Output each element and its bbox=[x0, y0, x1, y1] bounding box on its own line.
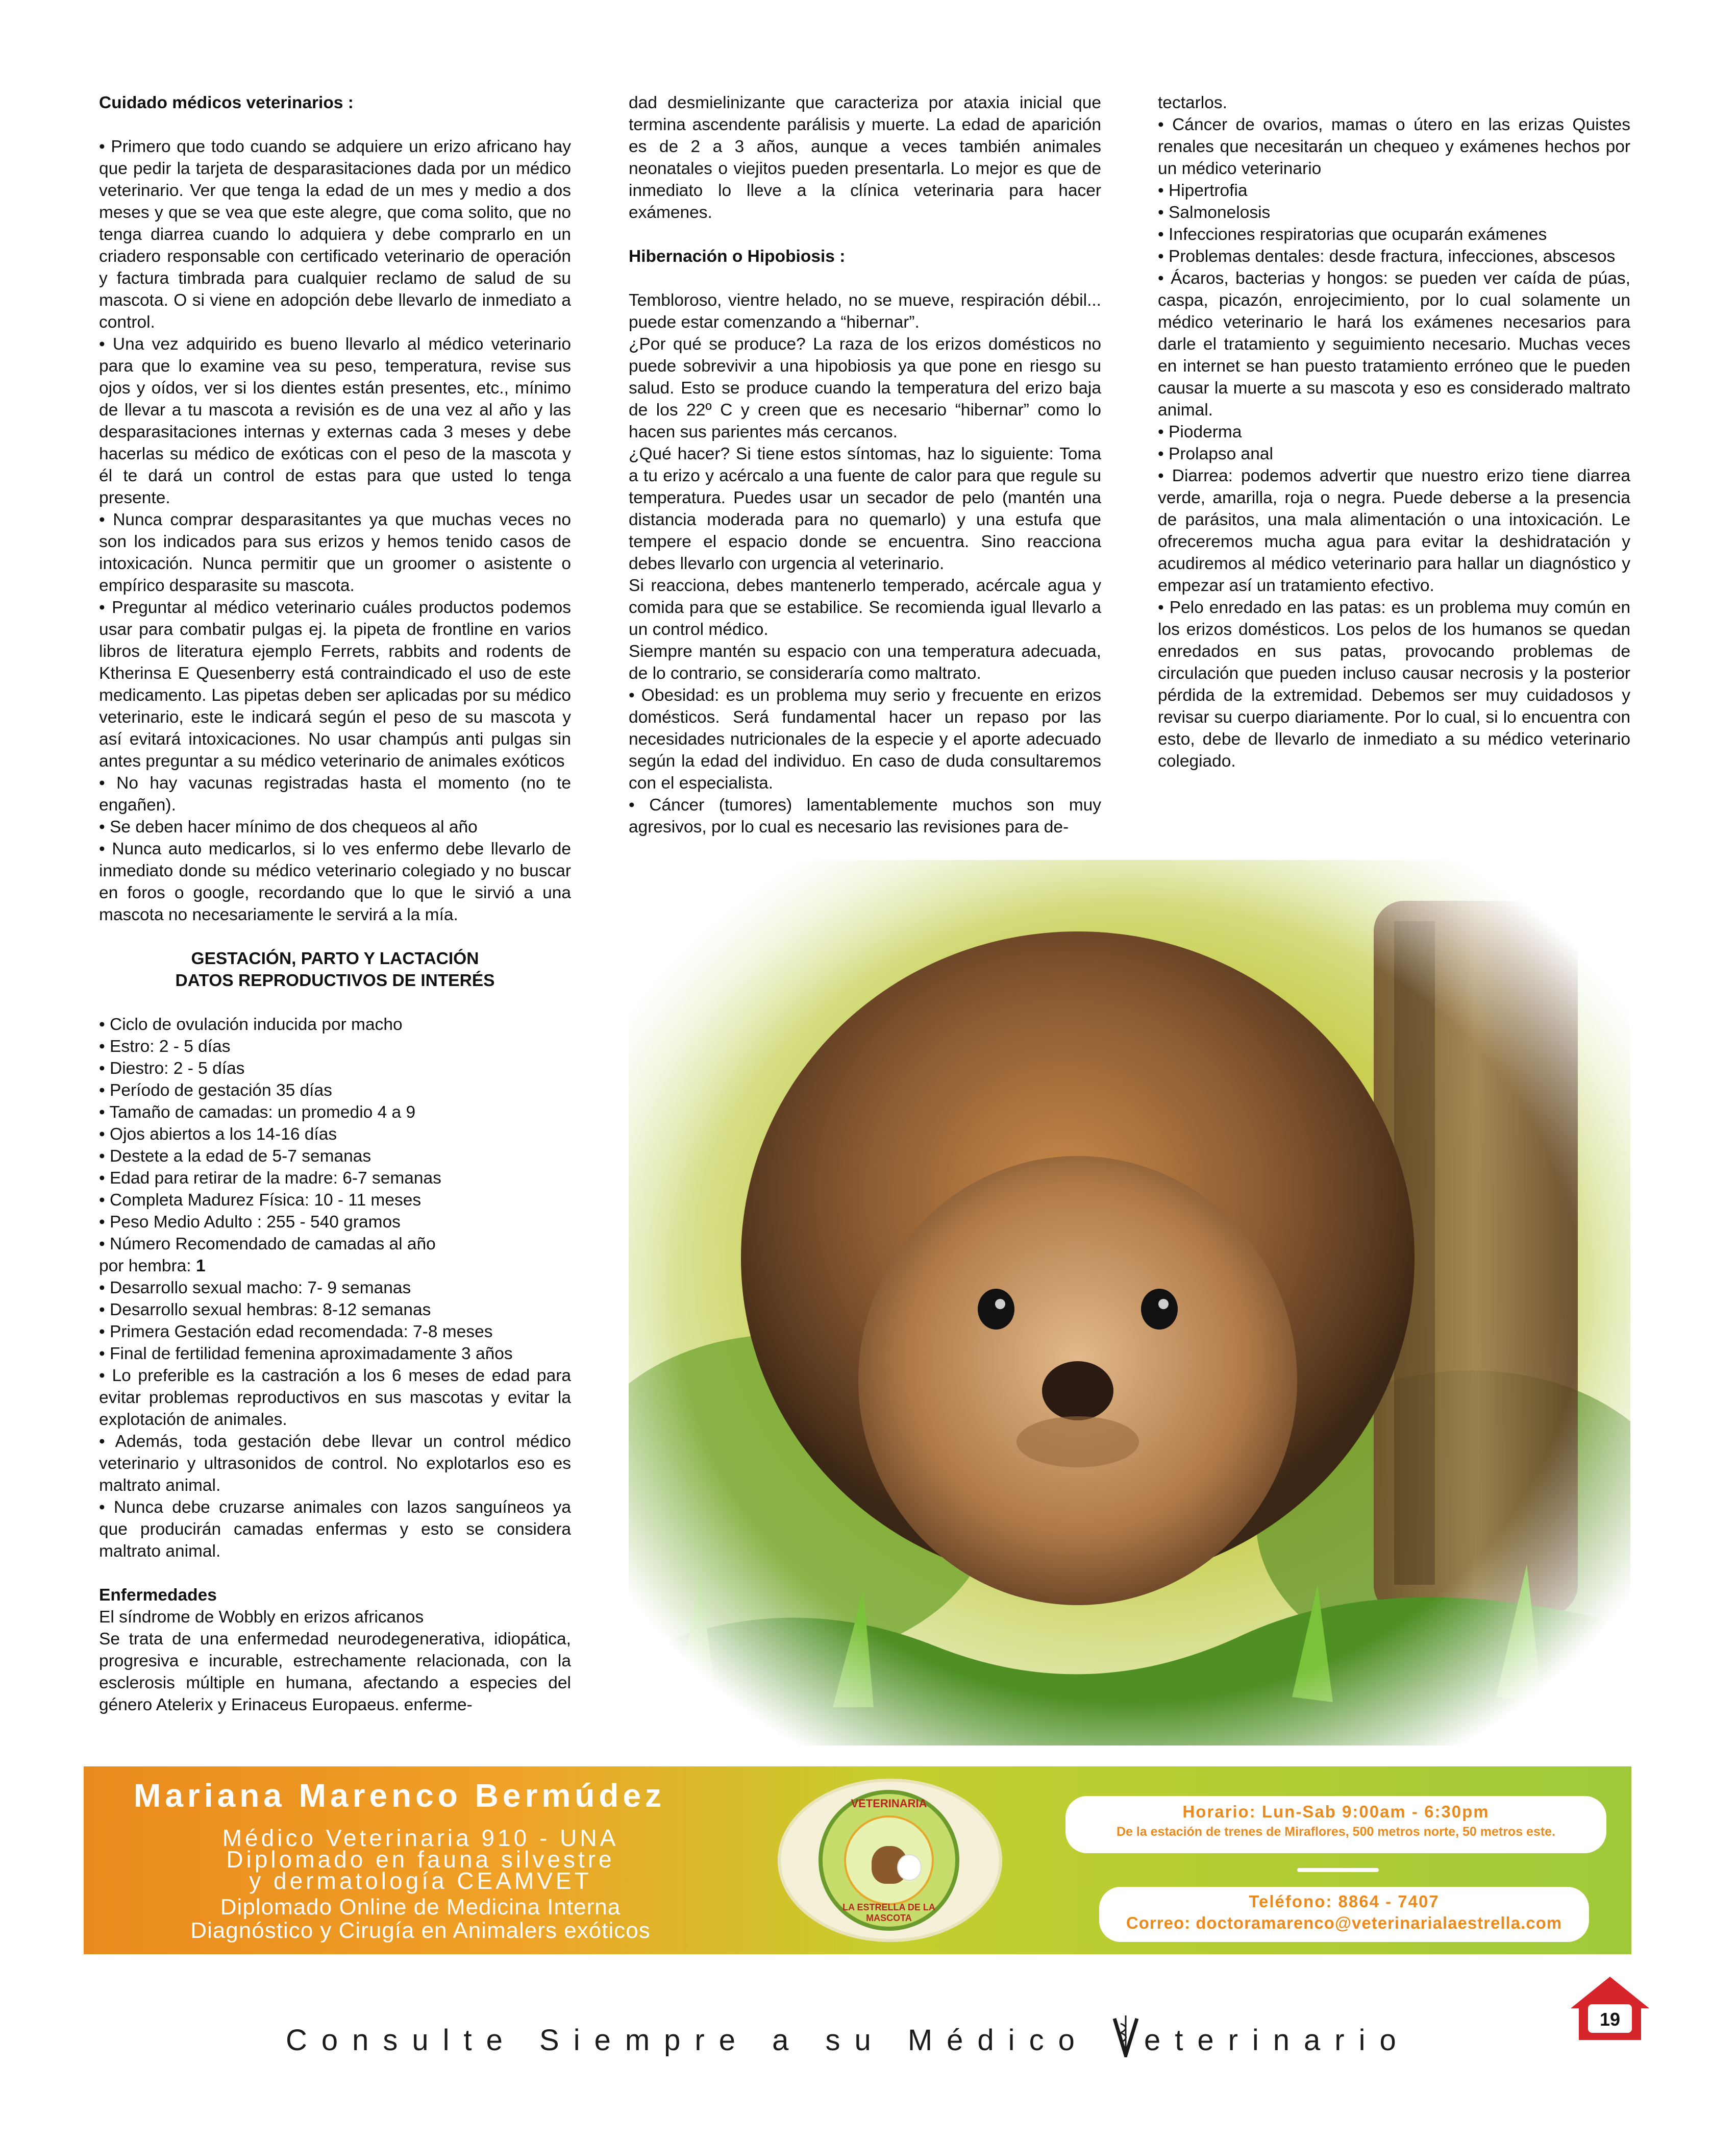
diseases-subheading: El síndrome de Wobbly en erizos africanos bbox=[99, 1608, 424, 1627]
vet-name: Mariana Marenco Bermúdez bbox=[134, 1777, 666, 1814]
list-item: • Pioderma bbox=[1158, 423, 1242, 441]
paragraph: • Cáncer de ovarios, mamas o útero en las erizas Quistes renales que necesitarán un chequeo y exámenes hechos por un médico veterinario bbox=[1158, 115, 1630, 178]
list-item: • Primera Gestación edad recomendada: 7-8 meses bbox=[99, 1322, 493, 1341]
footer-slogan-end: eterinario bbox=[1144, 2024, 1410, 2057]
paragraph: • Se deben hacer mínimo de dos chequeos al año bbox=[99, 818, 478, 837]
paragraph: • Nunca auto medicarlos, si lo ves enfermo debe llevarlo de inmediato donde su médico veterinario colegiado y no buscar en foros o google, recordando que lo que le sirvió a una mascota no necesariamente le servirá a la mía. bbox=[99, 840, 571, 924]
logo-bottom-text: LA ESTRELLA DE LA MASCOTA bbox=[842, 1902, 935, 1923]
list-item: • Ciclo de ovulación inducida por macho bbox=[99, 1015, 403, 1034]
paragraph: • Nunca comprar desparasitantes ya que muchas veces no son los indicados para sus erizos y hemos tenido casos de intoxicación. Nunca permitir que un groomer o asistente o empírico desparasite su mascota. bbox=[99, 510, 571, 595]
paragraph: • Preguntar al médico veterinario cuáles productos podemos usar para combatir pulgas ej. la pipeta de frontline en varios libros de literatura ejemplo Ferrets, rabbits and rodents de Ktherinsa E Quesenberry está contraindicado el uso de este medicamento. Las pipetas deben ser aplicadas por su médico veterinario, este le indicará según el peso de su mascota y así evitará intoxicaciones. No usar champús anti pulgas sin antes preguntar a su médico veterinario de animales exóticos bbox=[99, 598, 571, 771]
email-text: Correo: doctoramarenco@veterinarialaestrella.com bbox=[1126, 1913, 1563, 1932]
article-column-1 bbox=[99, 92, 571, 1716]
article-column-2 bbox=[629, 92, 1101, 838]
paragraph: • Una vez adquirido es bueno llevarlo al médico veterinario para que lo examine vea su peso, temperatura, revise sus ojos y oídos, ver si los dientes están presentes, etc., mínimo de llevar a tu mascota a revisión es de una vez al año y las desparasitaciones internas y externas cada 3 meses y debe hacerlas su médico de exóticas con el peso de la mascota y él te dará un control de estas para que usted lo tenga presente. bbox=[99, 335, 571, 507]
list-item: • Peso Medio Adulto : 255 - 540 gramos bbox=[99, 1213, 401, 1232]
contact-box bbox=[1099, 1887, 1589, 1942]
list-item: • Prolapso anal bbox=[1158, 445, 1273, 463]
paragraph: Siempre mantén su espacio con una temperatura adecuada, de lo contrario, se consideraría como maltrato. bbox=[629, 642, 1101, 683]
logo-inner-circle bbox=[844, 1815, 934, 1905]
paragraph: • Primero que todo cuando se adquiere un erizo africano hay que pedir la tarjeta de desparasitaciones dada por un médico veterinario. Ver que tenga la edad de un mes y medio a dos meses y que se vea que este alegre, que coma solito, que no tenga diarrea cuando lo adquiera y debe comprarlo en un criadero responsable con certificado veterinario de operación y factura timbrada para cualquier reclamo de salud de su mascota. O si viene en adopción debe llevarlo de inmediato a control. bbox=[99, 137, 571, 332]
list-item: • Problemas dentales: desde fractura, infecciones, abscesos bbox=[1158, 247, 1616, 266]
list-item: • Diestro: 2 - 5 días bbox=[99, 1059, 245, 1078]
paragraph: • Diarrea: podemos advertir que nuestro erizo tiene diarrea verde, amarilla, roja o negra. Puede deberse a la presencia de parásitos, una mala alimentación o una intoxicación. Le ofreceremos mucha agua para evitar la deshidratación y acudiremos al médico veterinario para hallar un diagnóstico y empezar así un tratamiento efectivo. bbox=[1158, 466, 1630, 595]
credential-line: y dermatología CEAMVET bbox=[249, 1867, 592, 1894]
list-item: • Tamaño de camadas: un promedio 4 a 9 bbox=[99, 1103, 416, 1122]
list-item: • Infecciones respiratorias que ocuparán exámenes bbox=[1158, 225, 1547, 244]
caduceus-v-icon bbox=[1111, 2013, 1140, 2057]
schedule-text: Horario: Lun-Sab 9:00am - 6:30pm bbox=[1182, 1802, 1490, 1821]
cat-icon bbox=[897, 1854, 922, 1881]
clinic-logo bbox=[778, 1779, 1002, 1942]
credential-line: Diplomado en fauna silvestre bbox=[226, 1846, 615, 1873]
paragraph: Se trata de una enfermedad neurodegenerativa, idiopática, progresiva e incurable, estrechamente relacionada, con la esclerosis múltiple en humana, afectando a especies del género Atelerix y Erinaceus Europaeus. enferme- bbox=[99, 1630, 571, 1714]
page-number-badge bbox=[1566, 1973, 1654, 2044]
page-footer bbox=[286, 2013, 1410, 2057]
list-item: • Lo preferible es la castración a los 6 meses de edad para evitar problemas reproductivos en sus mascotas y evitar la explotación de animales. bbox=[99, 1366, 571, 1429]
vet-advertisement-banner bbox=[84, 1766, 1631, 1954]
list-item: • Edad para retirar de la madre: 6-7 semanas bbox=[99, 1169, 441, 1188]
article-column-3 bbox=[1158, 92, 1630, 772]
divider bbox=[1297, 1868, 1379, 1872]
paragraph: Tembloroso, vientre helado, no se mueve, respiración débil... puede estar comenzando a “hibernar”. bbox=[629, 291, 1101, 332]
logo-top-text: VETERINARIA bbox=[851, 1797, 927, 1810]
phone-text: Teléfono: 8864 - 7407 bbox=[1249, 1892, 1440, 1911]
hibernation-heading: Hibernación o Hipobiosis : bbox=[629, 247, 846, 266]
list-item: • Estro: 2 - 5 días bbox=[99, 1037, 231, 1056]
hedgehog-photo bbox=[629, 860, 1630, 1745]
list-item: • Nunca debe cruzarse animales con lazos sanguíneos ya que producirán camadas enfermas y esto se considera maltrato animal. bbox=[99, 1498, 571, 1561]
logo-ring bbox=[819, 1790, 959, 1931]
credential-line: Diplomado Online de Medicina Interna bbox=[220, 1895, 621, 1920]
paragraph: dad desmielinizante que caracteriza por ataxia inicial que termina ascendente parálisis y muerte. La edad de aparición es de 2 a 3 años, aunque a veces también animales neonatales o viejitos pueden presentarla. Lo mejor es que de inmediato lo lleve a la clínica veterinaria para hacer exámenes. bbox=[629, 93, 1101, 222]
credential-line: Médico Veterinaria 910 - UNA bbox=[222, 1825, 619, 1851]
list-item-label: por hembra: bbox=[99, 1257, 196, 1275]
credential-line: Diagnóstico y Cirugía en Animalers exóticos bbox=[190, 1918, 651, 1943]
list-item: • Número Recomendado de camadas al año bbox=[99, 1235, 436, 1253]
paragraph: • No hay vacunas registradas hasta el momento (no te engañen). bbox=[99, 774, 571, 815]
paragraph: tectarlos. bbox=[1158, 93, 1227, 112]
schedule-box bbox=[1065, 1796, 1606, 1853]
list-item: • Desarrollo sexual hembras: 8-12 semanas bbox=[99, 1300, 431, 1319]
address-text: De la estación de trenes de Miraflores, 500 metros norte, 50 metros este. bbox=[1116, 1825, 1556, 1839]
paragraph: • Ácaros, bacterias y hongos: se pueden ver caída de púas, caspa, picazón, enrojecimiento, por lo cual solamente un médico veterinario le hará los exámenes necesarios para darle el tratamiento y seguimiento necesario. Muchas veces en internet se han puesto tratamiento erróneo que le pueden causar la muerte a su mascota y eso es considerado maltrato animal. bbox=[1158, 269, 1630, 420]
footer-slogan: Consulte Siempre a su Médico bbox=[286, 2024, 1089, 2057]
list-item: • Ojos abiertos a los 14-16 días bbox=[99, 1125, 337, 1144]
paragraph: • Pelo enredado en las patas: es un problema muy común en los erizos domésticos. Los pelos de los humanos se quedan enredados en sus patas, provocando problemas de circulación que pueden incluso causar necrosis y la posterior pérdida de la extremidad. Debemos ser muy cuidadosos y revisar su cuerpo diariamente. Por lo cual, si lo encuentra con esto, debe de llevarlo de inmediato a su médico veterinario colegiado. bbox=[1158, 598, 1630, 771]
care-heading: Cuidado médicos veterinarios : bbox=[99, 93, 354, 112]
paragraph: ¿Por qué se produce? La raza de los erizos domésticos no puede sobrevivir a una hipobiosis ya que pone en riesgo su salud. Esto se produce cuando la temperatura del erizo baja de los 22º C y creen que es necesario “hibernar” como lo hacen sus parientes más cercanos. bbox=[629, 335, 1101, 441]
list-item: • Además, toda gestación debe llevar un control médico veterinario y ultrasonidos de control. No explotarlos eso es maltrato animal. bbox=[99, 1432, 571, 1495]
section-title: GESTACIÓN, PARTO Y LACTACIÓN bbox=[191, 949, 479, 968]
list-item: • Final de fertilidad femenina aproximadamente 3 años bbox=[99, 1344, 513, 1363]
paragraph: Si reacciona, debes mantenerlo temperado, acércale agua y comida para que se estabilice. Se recomienda igual llevarlo a un control médico. bbox=[629, 576, 1101, 639]
paragraph: • Obesidad: es un problema muy serio y frecuente en erizos domésticos. Será fundamental hacer un repaso por las necesidades nutricionales de la especie y el aporte adecuado según la edad del individuo. En caso de duda consultaremos con el especialista. bbox=[629, 686, 1101, 793]
list-item bbox=[99, 1255, 571, 1277]
list-item: • Destete a la edad de 5-7 semanas bbox=[99, 1147, 371, 1166]
paragraph: ¿Qué hacer? Si tiene estos síntomas, haz lo siguiente: Toma a tu erizo y acércalo a una fuente de calor para que regule su temperatura. Puedes usar un secador de pelo (mantén una distancia moderada para no quemarlo) y una estufa que tempere el espacio donde se encuentra. Sino reacciona debes llevarlo con urgencia al veterinario. bbox=[629, 445, 1101, 573]
section-subtitle: DATOS REPRODUCTIVOS DE INTERÉS bbox=[175, 971, 495, 990]
paragraph: • Cáncer (tumores) lamentablemente muchos son muy agresivos, por lo cual es necesario las revisiones para de- bbox=[629, 796, 1101, 837]
list-item-value: 1 bbox=[195, 1257, 206, 1275]
diseases-heading: Enfermedades bbox=[99, 1586, 217, 1605]
list-item: • Hipertrofia bbox=[1158, 181, 1248, 200]
list-item: • Completa Madurez Física: 10 - 11 meses bbox=[99, 1191, 421, 1210]
list-item: • Salmonelosis bbox=[1158, 203, 1271, 222]
hedgehog-illustration bbox=[629, 860, 1630, 1745]
list-item: • Período de gestación 35 días bbox=[99, 1081, 332, 1100]
list-item: • Desarrollo sexual macho: 7- 9 semanas bbox=[99, 1278, 411, 1297]
page-number: 19 bbox=[1599, 2009, 1621, 2030]
